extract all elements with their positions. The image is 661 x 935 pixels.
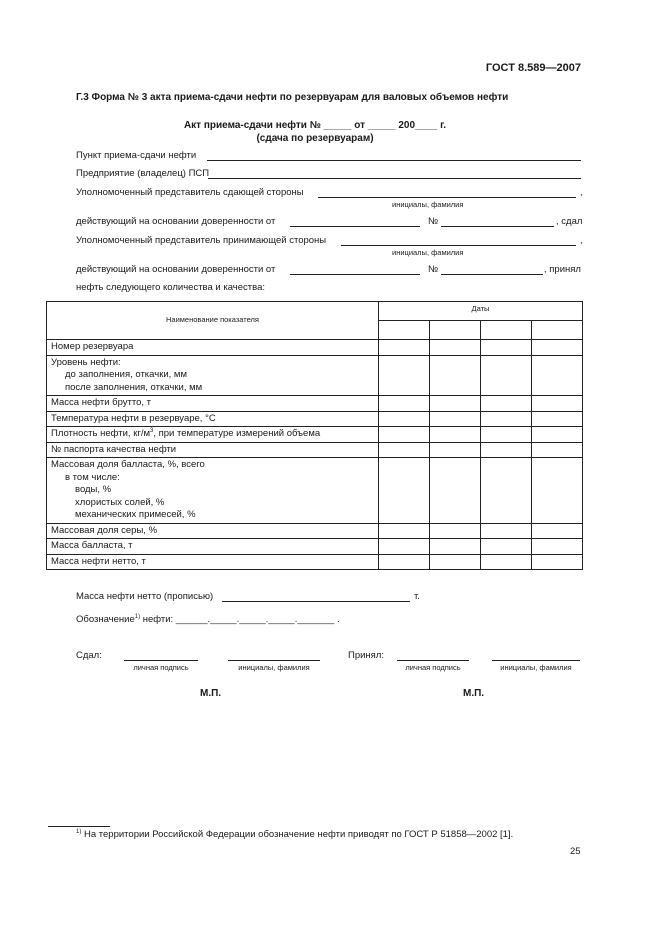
acting-date-line[interactable] xyxy=(290,274,420,275)
comma: , xyxy=(580,187,583,198)
date-cell[interactable] xyxy=(379,321,430,340)
footnote xyxy=(76,829,513,840)
oil-following-label: нефть следующего количества и качества: xyxy=(76,282,266,293)
value-cell[interactable] xyxy=(481,396,532,412)
acting-label: действующий на основании доверенности от xyxy=(76,264,276,275)
value-cell[interactable] xyxy=(379,458,430,524)
field-rep-receiving-label: Уполномоченный представитель принимающей стороны xyxy=(76,235,327,246)
density-label-a: Плотность нефти, кг/м xyxy=(51,428,150,439)
gave-initials-line[interactable] xyxy=(228,660,320,661)
value-cell[interactable] xyxy=(379,539,430,555)
table-row xyxy=(47,554,583,570)
row-label-line: воды, % xyxy=(75,484,112,495)
stamp-place-left: М.П. xyxy=(200,688,222,699)
row-label-line: после заполнения, откачки, мм xyxy=(65,381,203,393)
date-cell[interactable] xyxy=(481,321,532,340)
received-signature-line[interactable] xyxy=(397,660,469,661)
row-label-line: хлористых солей, % xyxy=(75,496,165,508)
suffix-sdal: , сдал xyxy=(556,216,583,227)
row-label-line: Уровень нефти: xyxy=(51,356,121,368)
value-cell[interactable] xyxy=(481,355,532,396)
value-cell[interactable] xyxy=(481,554,532,570)
oil-table xyxy=(46,301,583,570)
value-cell[interactable] xyxy=(379,411,430,427)
table-row xyxy=(47,396,583,412)
row-label-line: механических примесей, % xyxy=(75,509,196,520)
value-cell[interactable] xyxy=(430,355,481,396)
date-cell[interactable] xyxy=(430,321,481,340)
initials-caption: инициалы, фамилия xyxy=(392,200,464,209)
row-label xyxy=(47,458,379,524)
row-label: Масса нефти брутто, т xyxy=(47,396,379,412)
value-cell[interactable] xyxy=(430,458,481,524)
acting-number-line[interactable] xyxy=(441,274,543,275)
col-dates-header: Даты xyxy=(379,302,583,321)
acting-label: действующий на основании доверенности от xyxy=(76,216,276,227)
standard-header: ГОСТ 8.589—2007 xyxy=(485,62,581,74)
value-cell[interactable] xyxy=(481,458,532,524)
row-label xyxy=(47,427,379,443)
value-cell[interactable] xyxy=(430,427,481,443)
value-cell[interactable] xyxy=(532,458,583,524)
value-cell[interactable] xyxy=(379,442,430,458)
value-cell[interactable] xyxy=(532,427,583,443)
density-label-b: , при температуре измерений объема xyxy=(153,428,321,439)
table-header-row xyxy=(47,302,583,321)
density-superscript: 3 xyxy=(150,427,154,434)
field-point-label: Пункт приема-сдачи нефти xyxy=(76,150,197,161)
value-cell[interactable] xyxy=(430,442,481,458)
date-cell[interactable] xyxy=(532,321,583,340)
row-label: Масса нефти нетто, т xyxy=(47,554,379,570)
value-cell[interactable] xyxy=(532,539,583,555)
initials-caption: инициалы, фамилия xyxy=(500,663,572,672)
footnote-separator xyxy=(48,826,110,827)
table-row xyxy=(47,411,583,427)
value-cell[interactable] xyxy=(532,355,583,396)
act-title: Акт приема-сдачи нефти № _____ от _____ 200____ г. xyxy=(183,120,447,131)
table-row xyxy=(47,355,583,396)
value-cell[interactable] xyxy=(379,340,430,356)
value-cell[interactable] xyxy=(379,355,430,396)
personal-sign-caption: личная подпись xyxy=(133,663,189,672)
row-label: № паспорта качества нефти xyxy=(47,442,379,458)
table-row xyxy=(47,458,583,524)
number-label: № xyxy=(428,264,439,275)
initials-caption: инициалы, фамилия xyxy=(238,663,310,672)
initials-caption: инициалы, фамилия xyxy=(392,248,464,257)
row-label: Масса балласта, т xyxy=(47,539,379,555)
value-cell[interactable] xyxy=(481,523,532,539)
net-words-line[interactable] xyxy=(222,601,410,602)
table-row xyxy=(47,427,583,443)
value-cell[interactable] xyxy=(481,539,532,555)
value-cell[interactable] xyxy=(532,523,583,539)
net-words-label: Масса нефти нетто (прописью) xyxy=(76,591,214,602)
footnote-mark: 1) xyxy=(76,828,82,835)
row-label-line: Массовая доля балласта, %, всего xyxy=(51,459,205,470)
value-cell[interactable] xyxy=(430,523,481,539)
section-title: Г.3 Форма № 3 акта приема-сдачи нефти по резервуарам для валовых объемов нефти xyxy=(76,92,509,103)
value-cell[interactable] xyxy=(430,539,481,555)
field-enterprise-label: Предприятие (владелец) ПСП xyxy=(76,168,210,179)
designation-footnote-mark: 1) xyxy=(134,613,141,620)
value-cell[interactable] xyxy=(532,442,583,458)
row-label-line: до заполнения, откачки, мм xyxy=(65,369,187,380)
personal-sign-caption: личная подпись xyxy=(405,663,461,672)
value-cell[interactable] xyxy=(532,554,583,570)
ton-label: т. xyxy=(414,591,420,602)
received-initials-line[interactable] xyxy=(492,660,580,661)
gave-label: Сдал: xyxy=(76,650,102,661)
value-cell[interactable] xyxy=(532,411,583,427)
value-cell[interactable] xyxy=(430,396,481,412)
comma: , xyxy=(580,235,583,246)
table-row xyxy=(47,340,583,356)
acting-number-line[interactable] xyxy=(441,226,554,227)
stamp-place-right: М.П. xyxy=(463,688,485,699)
value-cell[interactable] xyxy=(532,340,583,356)
value-cell[interactable] xyxy=(379,396,430,412)
value-cell[interactable] xyxy=(379,554,430,570)
page-number: 25 xyxy=(570,846,581,857)
footnote-text: На территории Российской Федерации обозначение нефти приводят по ГОСТ Р 51858—2002 [1]. xyxy=(81,829,514,840)
value-cell[interactable] xyxy=(379,427,430,443)
value-cell[interactable] xyxy=(430,554,481,570)
value-cell[interactable] xyxy=(481,340,532,356)
table-row xyxy=(47,523,583,539)
value-cell[interactable] xyxy=(481,427,532,443)
row-label xyxy=(47,355,379,396)
row-label: Температура нефти в резервуаре, °С xyxy=(47,411,379,427)
value-cell[interactable] xyxy=(430,340,481,356)
row-label-line: в том числе: xyxy=(65,471,120,483)
gave-signature-line[interactable] xyxy=(124,660,198,661)
field-rep-giving-label: Уполномоченный представитель сдающей стороны xyxy=(76,187,304,198)
value-cell[interactable] xyxy=(430,411,481,427)
suffix-prinyal: , принял xyxy=(544,264,581,275)
col-name-header: Наименование показателя xyxy=(47,302,379,340)
table-row xyxy=(47,442,583,458)
row-label: Номер резервуара xyxy=(47,340,379,356)
value-cell[interactable] xyxy=(481,442,532,458)
designation-b: нефти: ______._____._____._____._______ . xyxy=(140,614,340,625)
value-cell[interactable] xyxy=(379,523,430,539)
received-label: Принял: xyxy=(348,650,384,661)
field-point-line[interactable] xyxy=(207,160,581,161)
designation-label xyxy=(76,614,340,625)
designation-a: Обозначение xyxy=(76,614,135,625)
row-label: Массовая доля серы, % xyxy=(47,523,379,539)
number-label: № xyxy=(428,216,439,227)
table-row xyxy=(47,539,583,555)
value-cell[interactable] xyxy=(481,411,532,427)
field-rep-giving-line[interactable] xyxy=(318,197,576,198)
field-rep-receiving-line[interactable] xyxy=(341,245,576,246)
field-enterprise-line[interactable] xyxy=(208,178,581,179)
value-cell[interactable] xyxy=(532,396,583,412)
act-subtitle: (сдача по резервуарам) xyxy=(256,133,374,144)
acting-date-line[interactable] xyxy=(290,226,420,227)
